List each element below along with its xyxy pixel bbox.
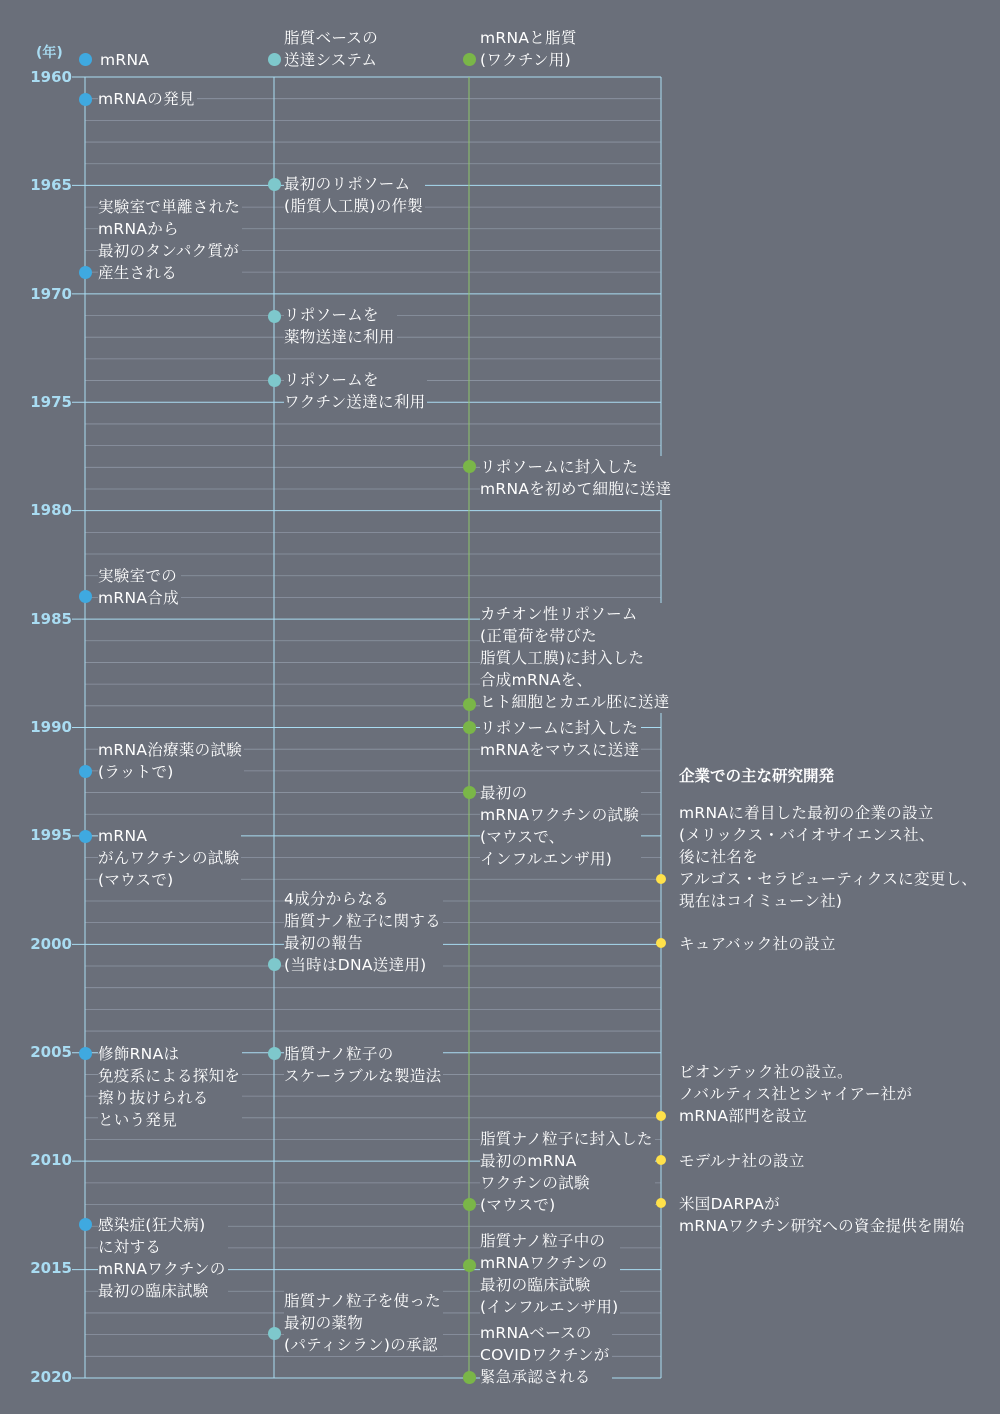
year-1975: 1975	[12, 393, 72, 411]
lipid-column-header: 脂質ベースの 送達システム	[284, 29, 379, 69]
vaccine-event-label: mRNAベースの COVIDワクチンが 緊急承認される	[480, 1324, 610, 1386]
corporate-event-label: ビオンテック社の設立。 ノバルティス社とシャイアー社が mRNA部門を設立	[679, 1063, 913, 1125]
mrna-event-label: 感染症(狂犬病) に対する mRNAワクチンの 最初の臨床試験	[98, 1216, 226, 1300]
mrna-event-label: 修飾RNAは 免疫系による探知を 擦り抜けられる という発見	[98, 1045, 241, 1129]
lipid-event-dot	[268, 1327, 281, 1340]
vaccine-event-dot	[463, 1259, 476, 1272]
year-2000: 2000	[12, 935, 72, 953]
vaccine-legend-dot	[463, 53, 476, 66]
lipid-legend-dot	[268, 53, 281, 66]
year-1960: 1960	[12, 68, 72, 86]
corporate-event-dot	[656, 1111, 666, 1121]
mrna-event-label: mRNA がんワクチンの試験 (マウスで)	[98, 827, 240, 889]
year-1985: 1985	[12, 610, 72, 628]
vaccine-event-label: 脂質ナノ粒子中の mRNAワクチンの 最初の臨床試験 (インフルエンザ用)	[480, 1232, 619, 1316]
mrna-event-label: 実験室で単離された mRNAから 最初のタンパク質が 産生される	[98, 198, 241, 282]
corporate-event-dot	[656, 938, 666, 948]
mrna-event-dot	[79, 830, 92, 843]
year-1980: 1980	[12, 501, 72, 519]
mrna-legend-dot	[79, 53, 92, 66]
mrna-event-label: mRNA治療薬の試験 (ラットで)	[98, 741, 243, 781]
lipid-event-dot	[268, 1047, 281, 1060]
mrna-event-label: mRNAの発見	[98, 90, 195, 108]
mrna-event-label: 実験室での mRNA合成	[98, 567, 179, 607]
lipid-event-label: 4成分からなる 脂質ナノ粒子に関する 最初の報告 (当時はDNA送達用)	[284, 890, 441, 974]
corporate-event-label: mRNAに着目した最初の企業の設立 (メリックス・バイオサイエンス社、 後に社名を アルゴス・セラピューティクスに変更し、 現在はコイミューン社)	[679, 804, 978, 910]
mrna-event-dot	[79, 93, 92, 106]
mrna-event-dot	[79, 765, 92, 778]
vaccine-event-dot	[463, 786, 476, 799]
vaccine-event-label: カチオン性リポソーム (正電荷を帯びた 脂質人工膜)に封入した 合成mRNAを、 ヒト細胞とカエル胚に送達	[480, 605, 670, 711]
mrna-event-dot	[79, 590, 92, 603]
mrna-event-dot	[79, 1047, 92, 1060]
year-1965: 1965	[12, 176, 72, 194]
vaccine-event-dot	[463, 1371, 476, 1384]
vaccine-event-dot	[463, 460, 476, 473]
corporate-event-label: モデルナ社の設立	[679, 1152, 805, 1170]
year-2010: 2010	[12, 1151, 72, 1169]
mrna-event-dot	[79, 1218, 92, 1231]
vaccine-event-label: リポソームに封入した mRNAを初めて細胞に送達	[480, 458, 672, 498]
mrna-event-dot	[79, 266, 92, 279]
corporate-event-label: キュアバック社の設立	[679, 935, 836, 953]
corporate-event-dot	[656, 1155, 666, 1165]
lipid-event-label: リポソームを ワクチン送達に利用	[284, 371, 426, 411]
corporate-section-title: 企業での主な研究開発	[679, 767, 835, 785]
mrna-column-header: mRNA	[100, 51, 150, 69]
vaccine-event-dot	[463, 1198, 476, 1211]
corporate-event-label: 米国DARPAが mRNAワクチン研究への資金提供を開始	[679, 1195, 965, 1235]
lipid-event-dot	[268, 374, 281, 387]
vaccine-event-label: 最初の mRNAワクチンの試験 (マウスで、 インフルエンザ用)	[480, 784, 640, 868]
lipid-event-label: 脂質ナノ粒子を使った 最初の薬物 (パティシラン)の承認	[284, 1292, 441, 1354]
lipid-event-label: 最初のリポソーム (脂質人工膜)の作製	[284, 175, 424, 215]
year-2015: 2015	[12, 1259, 72, 1277]
lipid-event-label: 脂質ナノ粒子の スケーラブルな製造法	[284, 1045, 442, 1085]
year-1995: 1995	[12, 826, 72, 844]
year-1990: 1990	[12, 718, 72, 736]
vaccine-event-dot	[463, 721, 476, 734]
lipid-event-dot	[268, 310, 281, 323]
lipid-event-label: リポソームを 薬物送達に利用	[284, 306, 395, 346]
lipid-event-dot	[268, 958, 281, 971]
lipid-event-dot	[268, 178, 281, 191]
vaccine-event-label: リポソームに封入した mRNAをマウスに送達	[480, 719, 640, 759]
corporate-event-dot	[656, 1198, 666, 1208]
year-2020: 2020	[12, 1368, 72, 1386]
year-unit-label: (年)	[36, 45, 63, 61]
year-1970: 1970	[12, 285, 72, 303]
vaccine-column-header: mRNAと脂質 (ワクチン用)	[480, 29, 577, 69]
year-2005: 2005	[12, 1043, 72, 1061]
corporate-event-dot	[656, 874, 666, 884]
vaccine-event-dot	[463, 698, 476, 711]
vaccine-event-label: 脂質ナノ粒子に封入した 最初のmRNA ワクチンの試験 (マウスで)	[480, 1130, 653, 1214]
